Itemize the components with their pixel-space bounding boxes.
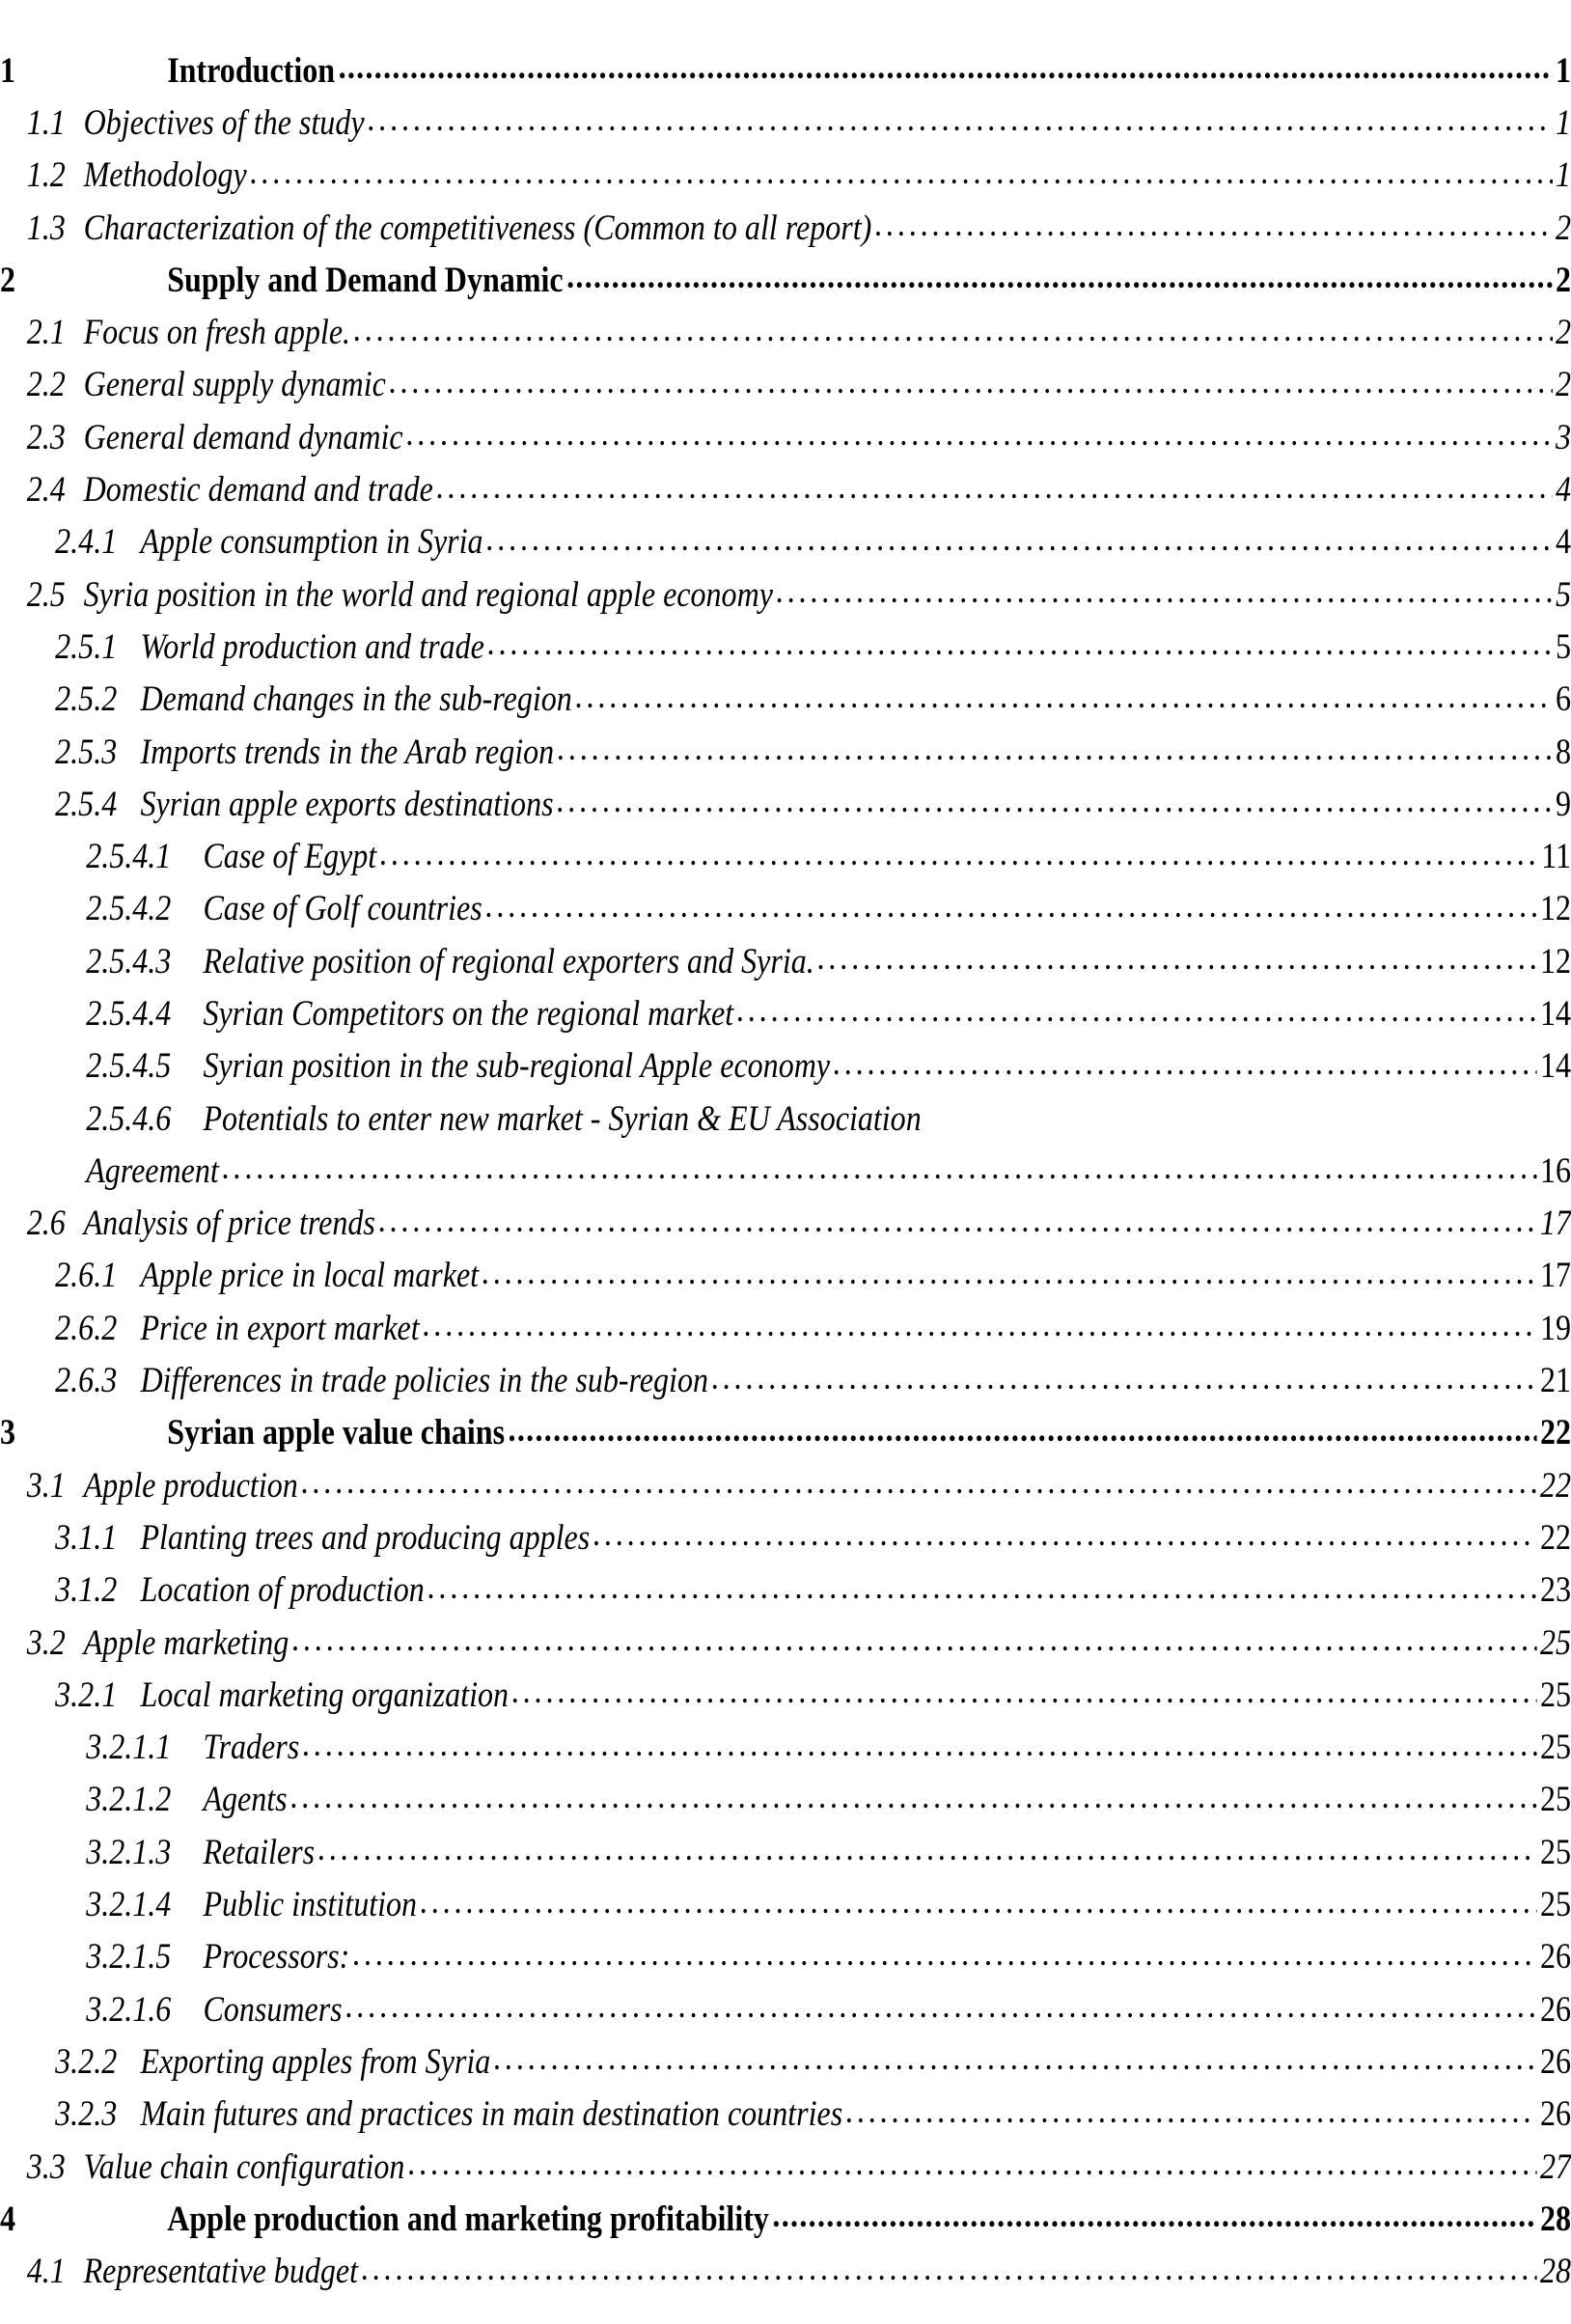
toc-entry-line (0, 516, 1571, 568)
toc-entry[interactable] (0, 1093, 1571, 1145)
toc-entry-line (0, 830, 1571, 882)
toc-entry[interactable] (0, 935, 1571, 987)
dot-leader (924, 1099, 1567, 1138)
section-number: 3.2.1.6 (86, 1989, 172, 2030)
section-number: 3.2.1.2 (86, 1780, 172, 1820)
section-number: 1.3 (26, 208, 66, 248)
toc-entry-line (0, 1093, 1571, 1145)
toc-entry[interactable] (0, 830, 1571, 882)
toc-entry-line (0, 987, 1571, 1039)
toc-entry[interactable] (0, 1722, 1571, 1774)
dot-leader (406, 418, 1553, 456)
toc-entry-line (0, 150, 1571, 202)
section-title: Introduction (167, 50, 336, 91)
dot-leader (250, 156, 1552, 195)
toc-entry[interactable] (0, 1302, 1571, 1354)
dot-leader (817, 942, 1536, 981)
toc-entry[interactable] (0, 254, 1571, 306)
toc-entry-line (0, 778, 1571, 830)
section-number: 3 (0, 1413, 16, 1453)
page-number: 8 (1556, 732, 1571, 772)
toc-entry-line (0, 1407, 1571, 1459)
section-title: Syria position in the world and regional apple economy (83, 574, 773, 615)
dot-leader (494, 2042, 1537, 2081)
page-number: 22 (1540, 1413, 1571, 1453)
page-number: 2 (1556, 208, 1571, 248)
page-number: 4 (1556, 522, 1571, 563)
toc-entry[interactable] (0, 1564, 1571, 1617)
toc-entry[interactable] (0, 2193, 1571, 2245)
toc-entry[interactable] (0, 2245, 1571, 2297)
dot-leader (222, 1151, 1536, 1190)
section-title: Imports trends in the Arab region (140, 732, 555, 772)
dot-leader (482, 1257, 1537, 1295)
toc-entry-line (0, 883, 1571, 935)
page-number: 21 (1540, 1361, 1571, 1401)
section-title: Value chain configuration (83, 2146, 405, 2187)
page-number: 17 (1540, 1256, 1571, 1296)
section-number: 2.5.1 (55, 626, 118, 667)
toc-entry[interactable] (0, 1040, 1571, 1093)
toc-entry-line (0, 1302, 1571, 1354)
section-title: Syrian position in the sub-regional Apple economy (203, 1046, 831, 1087)
dot-leader (389, 366, 1552, 404)
dot-leader (353, 1938, 1537, 1977)
toc-entry[interactable] (0, 1617, 1571, 1669)
section-number: 2.5.4.1 (86, 837, 172, 877)
section-number: 2.5.2 (55, 679, 118, 720)
toc-entry-line (0, 1774, 1571, 1826)
dot-leader (303, 1729, 1537, 1767)
toc-entry-line (0, 1617, 1571, 1669)
toc-entry[interactable] (0, 411, 1571, 463)
section-title: Focus on fresh apple. (83, 313, 351, 353)
section-title: Price in export market (140, 1308, 420, 1348)
section-title: Analysis of price trends (83, 1204, 375, 1244)
section-number: 4.1 (26, 2252, 66, 2292)
toc-entry[interactable] (0, 1774, 1571, 1826)
section-number: 3.2.1.4 (86, 1885, 172, 1925)
toc-entry-line (0, 1564, 1571, 1617)
page-number: 19 (1540, 1308, 1571, 1348)
page-number: 22 (1540, 1517, 1571, 1558)
section-number: 2.5.4.4 (86, 993, 172, 1034)
page-number: 6 (1556, 679, 1571, 720)
toc-entry[interactable] (0, 97, 1571, 149)
toc-entry[interactable] (0, 2089, 1571, 2141)
dot-leader (486, 523, 1553, 562)
toc-entry-line (0, 621, 1571, 673)
dot-leader (368, 103, 1553, 142)
section-title: Public institution (203, 1885, 418, 1925)
toc-entry-line (0, 568, 1571, 621)
toc-entry[interactable] (0, 1354, 1571, 1406)
table-of-contents (0, 44, 1571, 2298)
section-number: 3.2 (26, 1622, 66, 1663)
toc-entry-line (0, 1722, 1571, 1774)
section-title: Characterization of the competitiveness (Common to all report) (83, 208, 872, 248)
toc-entry[interactable] (0, 1669, 1571, 1721)
dot-leader (834, 1047, 1537, 1086)
section-title: Demand changes in the sub-region (140, 679, 572, 720)
section-number: 3.2.1.1 (86, 1728, 172, 1768)
toc-entry[interactable] (0, 516, 1571, 568)
toc-entry-line (0, 463, 1571, 515)
dot-leader (875, 208, 1553, 247)
page-number: 25 (1540, 1674, 1571, 1715)
toc-entry[interactable] (0, 2141, 1571, 2193)
toc-entry[interactable] (0, 568, 1571, 621)
toc-entry[interactable] (0, 1511, 1571, 1563)
dot-leader (737, 994, 1537, 1033)
section-title: Consumers (203, 1989, 343, 2030)
section-title: Location of production (140, 1570, 425, 1611)
section-title: Supply and Demand Dynamic (167, 260, 564, 300)
page-number: 9 (1556, 784, 1571, 824)
section-title: General supply dynamic (83, 365, 386, 405)
section-title: World production and trade (140, 626, 484, 667)
toc-entry[interactable] (0, 150, 1571, 202)
toc-entry-line (0, 1669, 1571, 1721)
dot-leader (408, 2147, 1537, 2186)
section-number: 2.6 (26, 1204, 66, 1244)
section-title: Objectives of the study (83, 102, 365, 143)
section-title: Syrian apple exports destinations (140, 784, 554, 824)
toc-entry[interactable] (0, 1250, 1571, 1302)
section-number: 2.3 (26, 417, 66, 457)
toc-entry[interactable] (0, 987, 1571, 1039)
section-title: Differences in trade policies in the sub-region (140, 1361, 709, 1401)
page-number: 14 (1540, 993, 1571, 1034)
section-number: 2.5.4.5 (86, 1046, 172, 1087)
section-number: 1.1 (26, 102, 66, 143)
section-number: 3.2.1.5 (86, 1937, 172, 1978)
section-number: 3.2.2 (55, 2041, 118, 2082)
toc-entry[interactable] (0, 463, 1571, 515)
section-title: Apple production (83, 1465, 298, 1506)
toc-entry[interactable] (0, 44, 1571, 97)
toc-entry-line (0, 1459, 1571, 1511)
section-title: Case of Egypt (203, 837, 377, 877)
page-number: 28 (1540, 2199, 1571, 2239)
section-title: Representative budget (83, 2252, 359, 2292)
toc-entry-line (0, 359, 1571, 411)
page-number: 26 (1540, 1989, 1571, 2030)
page-number: 25 (1540, 1832, 1571, 1872)
dot-leader (345, 1990, 1536, 2029)
toc-entry-line (0, 1250, 1571, 1302)
page-number: 12 (1540, 889, 1571, 929)
section-title: Relative position of regional exporters and Syria. (203, 941, 814, 982)
toc-entry[interactable] (0, 621, 1571, 673)
section-title: Retailers (203, 1832, 316, 1872)
toc-entry-line (0, 674, 1571, 726)
page-number: 3 (1556, 417, 1571, 457)
toc-entry[interactable] (0, 778, 1571, 830)
page-number: 27 (1540, 2146, 1571, 2187)
page-number: 28 (1540, 2252, 1571, 2292)
page-number: 1 (1556, 50, 1571, 91)
dot-leader (290, 1781, 1536, 1819)
toc-entry[interactable] (0, 1983, 1571, 2035)
section-title: Syrian apple value chains (167, 1413, 506, 1453)
toc-entry-line (0, 1145, 1571, 1197)
page-number: 25 (1540, 1885, 1571, 1925)
page-number: 4 (1556, 470, 1571, 511)
toc-entry-line (0, 1040, 1571, 1093)
toc-entry-line (0, 2089, 1571, 2141)
toc-entry-line (0, 935, 1571, 987)
page-number: 25 (1540, 1780, 1571, 1820)
toc-entry-line (0, 1511, 1571, 1563)
section-number: 2.4.1 (55, 522, 118, 563)
dot-leader (361, 2253, 1536, 2291)
dot-leader (436, 471, 1552, 510)
toc-entry-line (0, 1931, 1571, 1983)
section-number: 2.5.4.3 (86, 941, 172, 982)
section-title: General demand dynamic (83, 417, 403, 457)
page-number: 5 (1556, 574, 1571, 615)
section-number: 2.6.2 (55, 1308, 118, 1348)
page-number: 12 (1540, 941, 1571, 982)
section-title: Case of Golf countries (203, 889, 482, 929)
toc-entry[interactable] (0, 1931, 1571, 1983)
dot-leader (318, 1833, 1537, 1871)
section-title: Processors: (203, 1937, 350, 1978)
dot-leader (558, 733, 1553, 771)
section-title: Domestic demand and trade (83, 470, 433, 511)
section-number: 2.1 (26, 313, 66, 353)
page-number: 25 (1540, 1728, 1571, 1768)
toc-entry-line (0, 202, 1571, 254)
toc-entry[interactable] (0, 1459, 1571, 1511)
page-number: 2 (1556, 365, 1571, 405)
page-number: 14 (1540, 1046, 1571, 1087)
dot-leader (509, 1414, 1537, 1452)
dot-leader (511, 1675, 1536, 1714)
toc-entry-line (0, 1354, 1571, 1406)
page-number: 2 (1556, 260, 1571, 300)
page-number: 11 (1541, 837, 1571, 877)
section-title: Methodology (83, 155, 247, 196)
section-title: Local marketing organization (140, 1674, 510, 1715)
toc-entry-line (0, 411, 1571, 463)
page-number: 23 (1540, 1570, 1571, 1611)
toc-entry[interactable] (0, 1145, 1571, 1197)
page-number: 5 (1556, 626, 1571, 667)
section-number: 3.3 (26, 2146, 66, 2187)
page-number: 1 (1556, 102, 1571, 143)
section-number: 2.5 (26, 574, 66, 615)
dot-leader (292, 1623, 1537, 1662)
dot-leader (354, 314, 1553, 352)
page-number: 26 (1540, 2041, 1571, 2082)
page-number: 2 (1556, 313, 1571, 353)
page-number: 16 (1540, 1150, 1571, 1191)
section-number: 2.5.4.6 (86, 1098, 172, 1139)
section-number: 2.5.3 (55, 732, 118, 772)
page-number: 22 (1540, 1465, 1571, 1506)
section-number: 2.6.3 (55, 1361, 118, 1401)
section-title: Agents (203, 1780, 288, 1820)
page-number: 25 (1540, 1622, 1571, 1663)
toc-entry-line (0, 1826, 1571, 1878)
section-number: 3.1.2 (55, 1570, 118, 1611)
section-title: Apple price in local market (140, 1256, 480, 1296)
dot-leader (776, 575, 1552, 614)
page-number: 26 (1540, 2094, 1571, 2135)
section-number: 2.5.4 (55, 784, 118, 824)
toc-entry-line (0, 97, 1571, 149)
section-title: Traders (203, 1728, 300, 1768)
section-number: 4 (0, 2199, 16, 2239)
section-title: Apple marketing (83, 1622, 289, 1663)
toc-entry-line (0, 2141, 1571, 2193)
section-title: Main futures and practices in main destination countries (140, 2094, 843, 2135)
toc-entry-line (0, 2245, 1571, 2297)
section-title: Planting trees and producing apples (140, 1517, 591, 1558)
dot-leader (485, 890, 1536, 928)
toc-entry-line (0, 726, 1571, 778)
section-title: Agreement (86, 1150, 219, 1191)
toc-entry-line (0, 306, 1571, 358)
toc-entry-line (0, 254, 1571, 306)
toc-entry[interactable] (0, 674, 1571, 726)
dot-leader (427, 1571, 1536, 1610)
section-number: 2.5.4.2 (86, 889, 172, 929)
dot-leader (339, 51, 1553, 90)
dot-leader (711, 1362, 1536, 1400)
page-number: 26 (1540, 1937, 1571, 1978)
toc-entry-line (0, 1878, 1571, 1930)
section-title: Exporting apples from Syria (140, 2041, 491, 2082)
page-number: 1 (1556, 155, 1571, 196)
toc-entry[interactable] (0, 883, 1571, 935)
dot-leader (423, 1309, 1536, 1347)
section-number: 2.6.1 (55, 1256, 118, 1296)
section-number: 3.1 (26, 1465, 66, 1506)
toc-entry[interactable] (0, 1826, 1571, 1878)
dot-leader (380, 838, 1538, 876)
section-number: 3.1.1 (55, 1517, 118, 1558)
dot-leader (301, 1466, 1536, 1505)
section-number: 2.2 (26, 365, 66, 405)
section-number: 1.2 (26, 155, 66, 196)
section-number: 3.2.1 (55, 1674, 118, 1715)
section-title: Potentials to enter new market - Syrian & EU Association (203, 1098, 922, 1139)
section-title: Apple consumption in Syria (140, 522, 483, 563)
dot-leader (566, 261, 1553, 299)
toc-entry[interactable] (0, 2035, 1571, 2088)
section-number: 2.4 (26, 470, 66, 511)
toc-entry[interactable] (0, 306, 1571, 358)
section-title: Syrian Competitors on the regional market (203, 993, 734, 1034)
toc-entry-line (0, 2193, 1571, 2245)
toc-entry[interactable] (0, 202, 1571, 254)
dot-leader (487, 627, 1552, 666)
dot-leader (575, 680, 1552, 719)
dot-leader (772, 2200, 1536, 2238)
dot-leader (593, 1518, 1537, 1557)
toc-entry[interactable] (0, 1198, 1571, 1250)
toc-entry[interactable] (0, 1878, 1571, 1930)
toc-entry-line (0, 1198, 1571, 1250)
toc-entry-line (0, 1983, 1571, 2035)
dot-leader (378, 1204, 1536, 1243)
toc-entry[interactable] (0, 1407, 1571, 1459)
dot-leader (557, 785, 1553, 823)
page-number: 17 (1540, 1204, 1571, 1244)
toc-entry-line (0, 2035, 1571, 2088)
toc-entry-line (0, 44, 1571, 97)
dot-leader (421, 1886, 1537, 1924)
section-title: Apple production and marketing profitability (167, 2199, 769, 2239)
toc-entry[interactable] (0, 726, 1571, 778)
section-number: 1 (0, 50, 16, 91)
section-number: 3.2.1.3 (86, 1832, 172, 1872)
toc-entry[interactable] (0, 359, 1571, 411)
section-number: 2 (0, 260, 16, 300)
dot-leader (846, 2095, 1537, 2134)
section-number: 3.2.3 (55, 2094, 118, 2135)
